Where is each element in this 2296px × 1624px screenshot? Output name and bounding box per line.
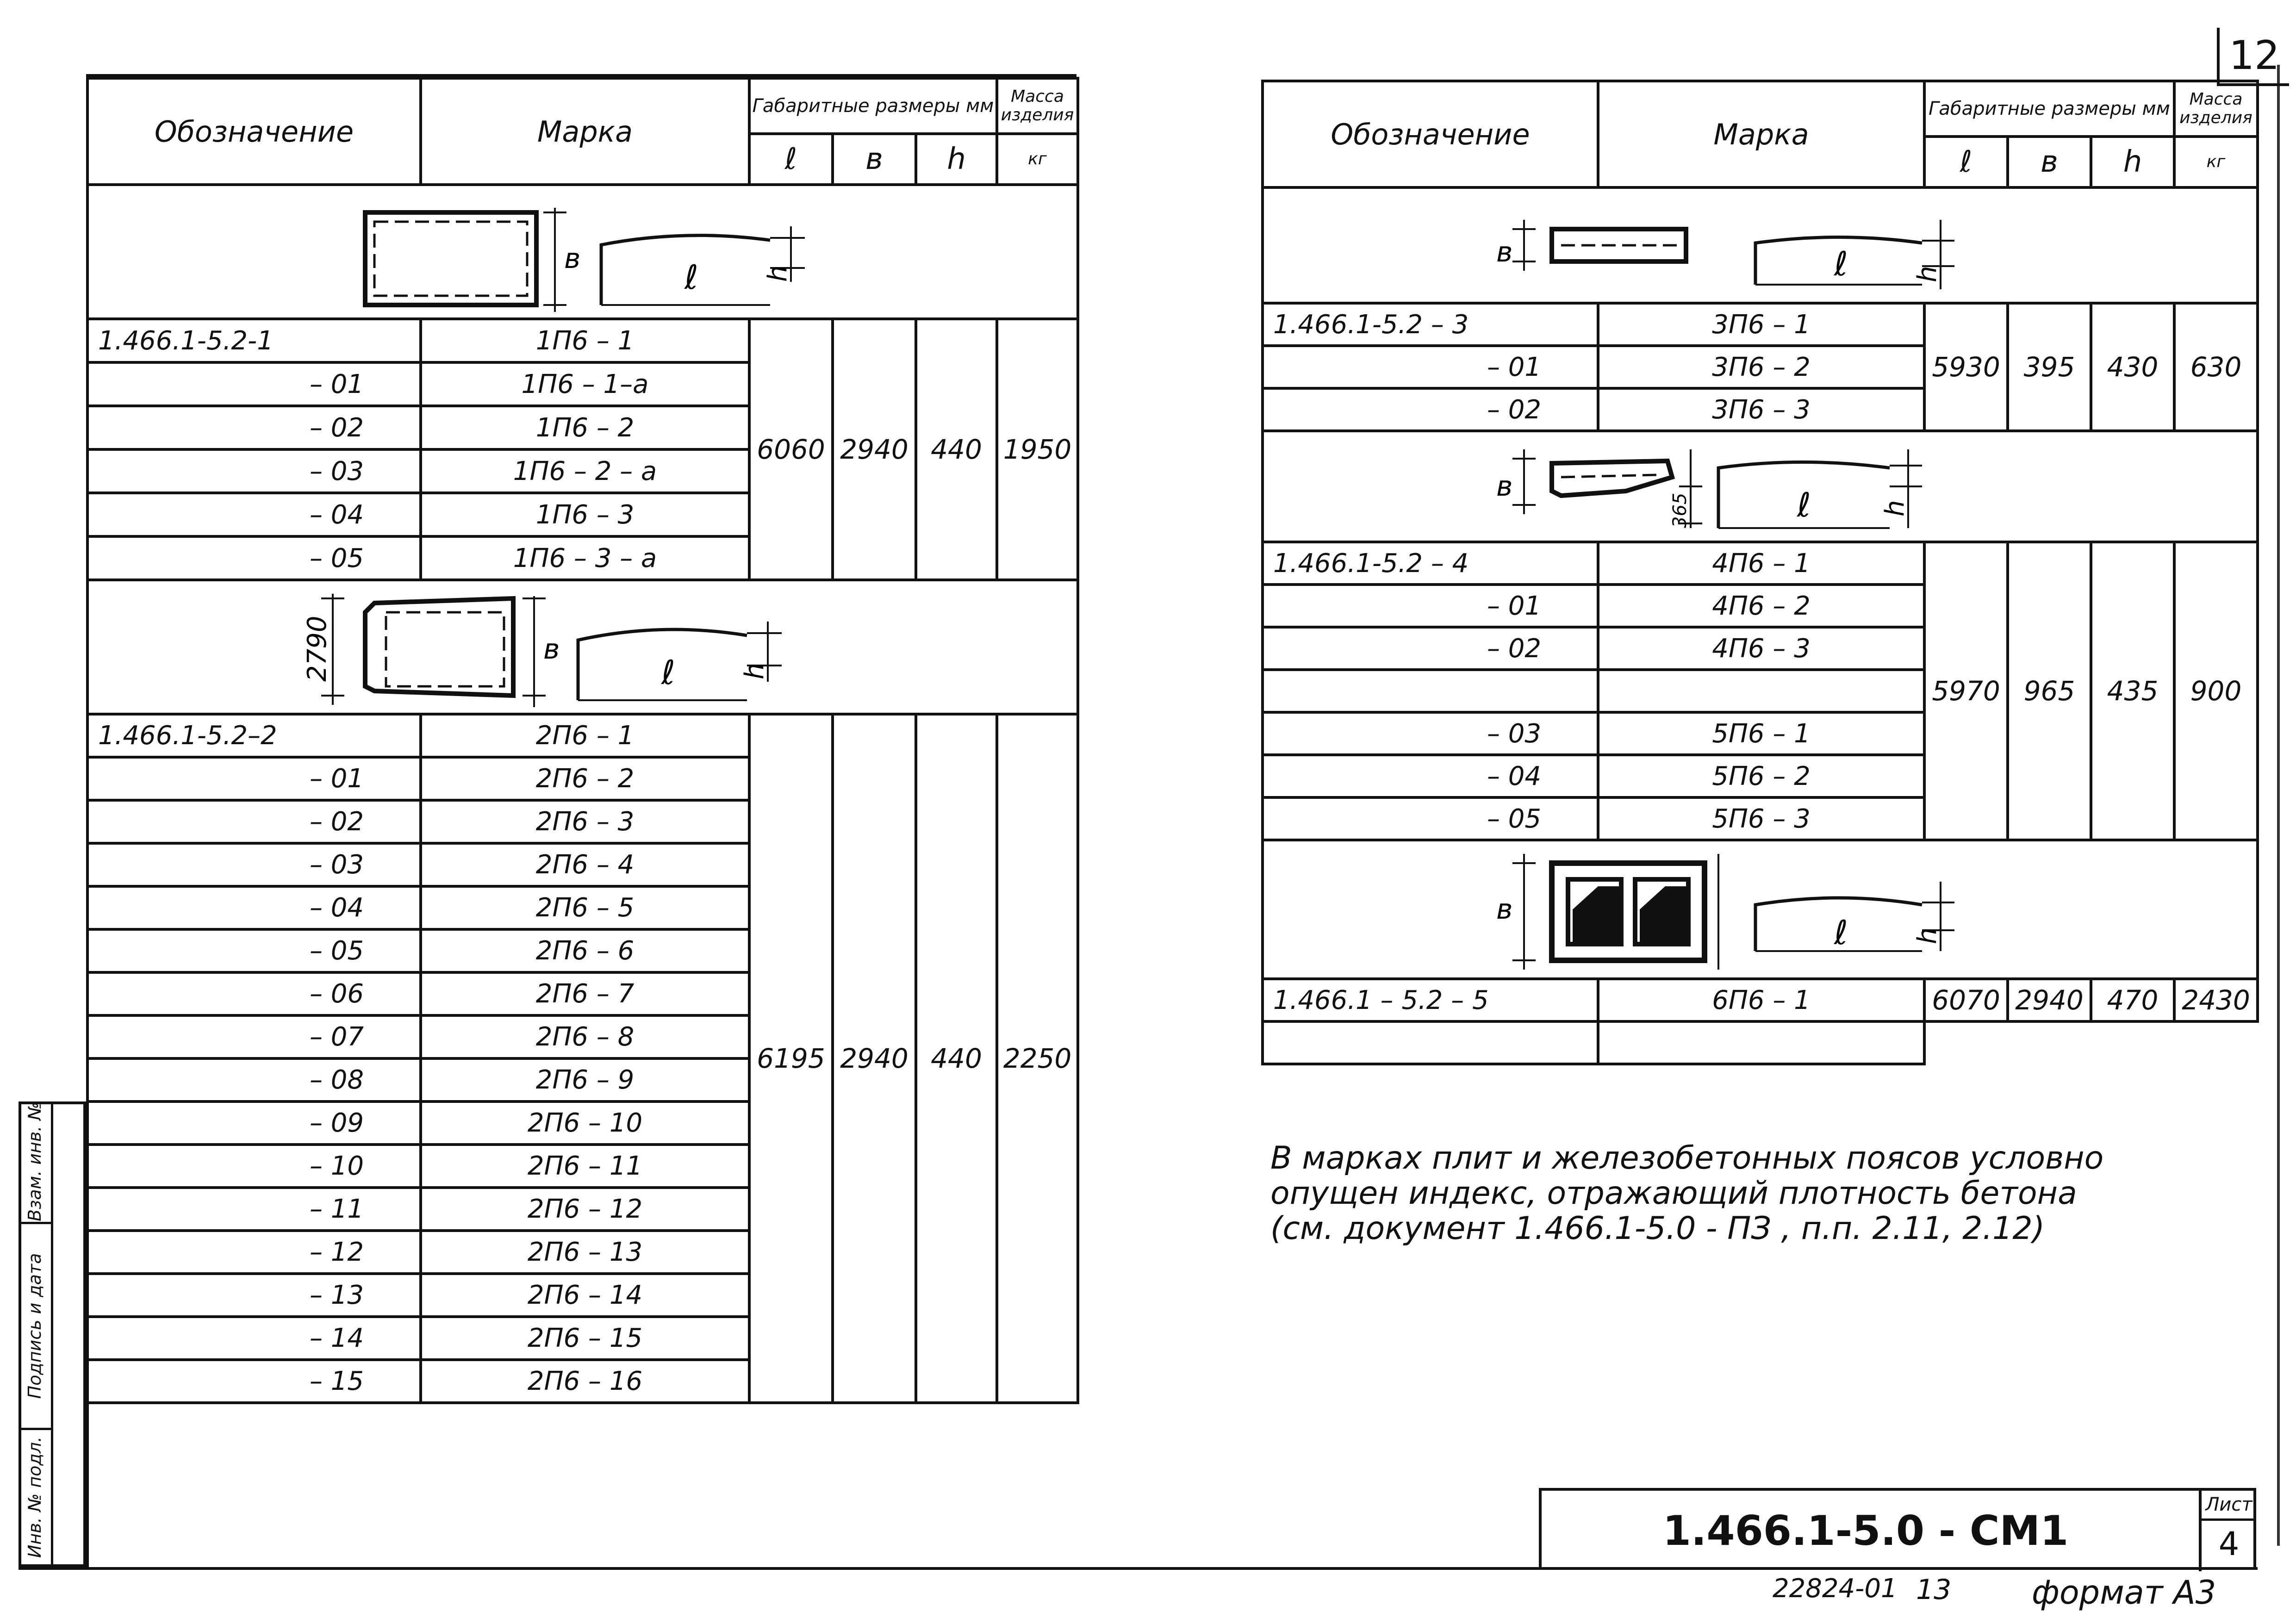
g1-mark-3: 1П6 – 2 – а: [421, 449, 749, 493]
fig2-b-label: в: [543, 633, 560, 666]
g4-designation-2: – 02: [1263, 627, 1598, 670]
g2-designation-10: – 10: [87, 1145, 421, 1188]
fig3-l-label: ℓ: [1834, 244, 1848, 283]
g4-mark-4: 5П6 – 1: [1598, 712, 1924, 755]
fig2-l-label: ℓ: [661, 653, 675, 692]
g4-designation-3: [1263, 670, 1598, 712]
title-code: 1.466.1-5.0 - СМ1: [1662, 1507, 2069, 1555]
fig1-h-label: h: [763, 265, 793, 282]
r-header-dimensions: Габаритные размеры мм: [1924, 81, 2174, 137]
title-block: [1539, 1488, 2256, 1568]
g2-designation-12: – 12: [87, 1231, 421, 1274]
fig5-h-label: h: [1912, 927, 1942, 944]
fig4-l-label: ℓ: [1797, 485, 1811, 524]
g3-designation-1: – 01: [1263, 346, 1598, 388]
belt-sketch-3: [1459, 192, 2061, 299]
g2-designation-0: 1.466.1-5.2–2: [87, 714, 421, 757]
g2-designation-1: – 01: [87, 757, 421, 800]
g2-h: 440: [916, 714, 997, 1403]
figure-belt-type-4: [1263, 431, 2258, 542]
header-b: в: [833, 134, 916, 185]
r-header-h: h: [2091, 137, 2174, 187]
g4-designation-5: – 04: [1263, 755, 1598, 797]
g2-mark-6: 2П6 – 7: [421, 972, 749, 1015]
r-header-mass: Масса изделия: [2174, 81, 2258, 137]
header-designation: Обозначение: [87, 78, 421, 185]
side-stamp-vzam: Взам. инв. №: [25, 1102, 45, 1222]
g1-designation-4: – 04: [87, 493, 421, 536]
g2-mark-1: 2П6 – 2: [421, 757, 749, 800]
g5-empty-mark: [1598, 1021, 1924, 1064]
g2-designation-9: – 09: [87, 1101, 421, 1145]
g4-h: 435: [2091, 542, 2174, 840]
g2-mark-13: 2П6 – 14: [421, 1274, 749, 1317]
g1-mark-4: 1П6 – 3: [421, 493, 749, 536]
sheet-number: 4: [2218, 1525, 2240, 1563]
fig4-h-label: h: [1880, 500, 1910, 516]
g4-mark-3: [1598, 670, 1924, 712]
g4-mark-2: 4П6 – 3: [1598, 627, 1924, 670]
plate-sketch-5: [1459, 845, 2061, 974]
g1-b: 2940: [833, 319, 916, 580]
r-header-b: в: [2008, 137, 2091, 187]
r-header-designation: Обозначение: [1263, 81, 1598, 187]
fig1-b-label: в: [564, 243, 581, 275]
fig4-b-label: в: [1496, 470, 1513, 503]
footer-format: формат А3: [2032, 1574, 2216, 1612]
g2-designation-6: – 06: [87, 972, 421, 1015]
g1-h: 440: [916, 319, 997, 580]
g2-designation-5: – 05: [87, 929, 421, 972]
g1-l: 6060: [749, 319, 833, 580]
g1-mark-1: 1П6 – 1–а: [421, 362, 749, 406]
header-dimensions: Габаритные размеры мм: [749, 78, 997, 134]
r-header-mark: Марка: [1598, 81, 1924, 187]
g4-l: 5970: [1924, 542, 2008, 840]
g2-mark-4: 2П6 – 5: [421, 886, 749, 929]
g1-designation-1: – 01: [87, 362, 421, 406]
g4-mark-1: 4П6 – 2: [1598, 585, 1924, 627]
g2-mark-9: 2П6 – 10: [421, 1101, 749, 1145]
fig3-h-label: h: [1912, 266, 1942, 282]
fig5-b-label: в: [1496, 893, 1513, 926]
g4-designation-1: – 01: [1263, 585, 1598, 627]
plate-sketch-2: [282, 585, 884, 709]
g2-designation-14: – 14: [87, 1317, 421, 1360]
note-line-1: В марках плит и железобетонных поясов условно: [1270, 1140, 2104, 1176]
g2-mark-15: 2П6 – 16: [421, 1360, 749, 1403]
side-stamp-inv: Инв. № подл.: [19, 1428, 51, 1564]
note-line-3: (см. документ 1.466.1-5.0 - ПЗ , п.п. 2.11, 2.12): [1270, 1210, 2045, 1247]
g2-designation-13: – 13: [87, 1274, 421, 1317]
g5-designation-0: 1.466.1 – 5.2 – 5: [1263, 979, 1598, 1021]
g3-b: 395: [2008, 303, 2091, 431]
g2-mark-7: 2П6 – 8: [421, 1015, 749, 1058]
g4-mass: 900: [2174, 542, 2258, 840]
belt-sketch-4: [1459, 436, 2061, 537]
g2-mark-8: 2П6 – 9: [421, 1058, 749, 1101]
g3-mark-2: 3П6 – 3: [1598, 388, 1924, 431]
g3-l: 5930: [1924, 303, 2008, 431]
left-spec-table: [86, 77, 1079, 1404]
g4-mark-0: 4П6 – 1: [1598, 542, 1924, 585]
g1-designation-0: 1.466.1-5.2-1: [87, 319, 421, 362]
note-line-2: опущен индекс, отражающий плотность бетона: [1270, 1175, 2077, 1212]
header-mark: Марка: [421, 78, 749, 185]
g2-mark-5: 2П6 – 6: [421, 929, 749, 972]
g1-designation-2: – 02: [87, 406, 421, 449]
g3-h: 430: [2091, 303, 2174, 431]
g1-mark-0: 1П6 – 1: [421, 319, 749, 362]
g3-designation-2: – 02: [1263, 388, 1598, 431]
g2-mark-2: 2П6 – 3: [421, 800, 749, 843]
g5-l: 6070: [1924, 979, 2008, 1021]
g2-b: 2940: [833, 714, 916, 1403]
g2-designation-3: – 03: [87, 843, 421, 886]
g3-mass: 630: [2174, 303, 2258, 431]
g3-designation-0: 1.466.1-5.2 – 3: [1263, 303, 1598, 346]
g2-designation-15: – 15: [87, 1360, 421, 1403]
g4-b: 965: [2008, 542, 2091, 840]
g4-designation-0: 1.466.1-5.2 – 4: [1263, 542, 1598, 585]
fig5-l-label: ℓ: [1834, 913, 1848, 952]
g5-h: 470: [2091, 979, 2174, 1021]
side-stamp-labels: [19, 1101, 51, 1564]
fig1-l-label: ℓ: [684, 258, 698, 297]
g2-mass: 2250: [997, 714, 1078, 1403]
g2-designation-2: – 02: [87, 800, 421, 843]
g2-mark-10: 2П6 – 11: [421, 1145, 749, 1188]
fig4-dim-label: 365: [1669, 492, 1691, 528]
g2-mark-3: 2П6 – 4: [421, 843, 749, 886]
header-mass: Масса изделия: [997, 78, 1078, 134]
fig3-b-label: в: [1496, 236, 1513, 268]
g1-mark-5: 1П6 – 3 – а: [421, 536, 749, 580]
footer-order-number: 22824-01: [1773, 1574, 1898, 1604]
figure-belt-type-3: [1263, 187, 2258, 303]
g5-mass: 2430: [2174, 979, 2258, 1021]
sheet-cell: [2199, 1491, 2256, 1571]
g2-designation-8: – 08: [87, 1058, 421, 1101]
fig2-dim-label: 2790: [302, 616, 332, 682]
g5-empty-cell: [1924, 1021, 2258, 1064]
g2-designation-7: – 07: [87, 1015, 421, 1058]
fig2-h-label: h: [740, 663, 770, 679]
g1-designation-5: – 05: [87, 536, 421, 580]
g2-mark-14: 2П6 – 15: [421, 1317, 749, 1360]
g2-mark-11: 2П6 – 12: [421, 1188, 749, 1231]
note-block: [1270, 1141, 2103, 1246]
r-header-l: ℓ: [1924, 137, 2008, 187]
header-mass-unit: кг: [997, 134, 1078, 185]
frame-right-line: [2277, 65, 2280, 1546]
g4-mark-6: 5П6 – 3: [1598, 797, 1924, 840]
g1-mass: 1950: [997, 319, 1078, 580]
right-spec-table: [1261, 80, 2259, 1065]
g5-b: 2940: [2008, 979, 2091, 1021]
g2-designation-11: – 11: [87, 1188, 421, 1231]
plate-sketch-1: [305, 189, 860, 314]
header-h: h: [916, 134, 997, 185]
g2-mark-0: 2П6 – 1: [421, 714, 749, 757]
figure-plate-type-5: [1263, 840, 2258, 979]
sheet-corner-number: 12: [2229, 32, 2280, 79]
r-header-mass-unit: кг: [2174, 137, 2258, 187]
figure-plate-type-1: [87, 185, 1078, 319]
g4-mark-5: 5П6 – 2: [1598, 755, 1924, 797]
g1-designation-3: – 03: [87, 449, 421, 493]
g1-mark-2: 1П6 – 2: [421, 406, 749, 449]
header-l: ℓ: [749, 134, 833, 185]
sheet-corner-box: [2217, 28, 2289, 86]
g2-l: 6195: [749, 714, 833, 1403]
figure-plate-type-2: [87, 580, 1078, 714]
sheet-label: Лист: [2202, 1491, 2256, 1521]
g5-mark-0: 6П6 – 1: [1598, 979, 1924, 1021]
g3-mark-1: 3П6 – 2: [1598, 346, 1924, 388]
g4-designation-6: – 05: [1263, 797, 1598, 840]
g4-designation-4: – 03: [1263, 712, 1598, 755]
footer-page-number: 13: [1916, 1574, 1952, 1606]
g2-mark-12: 2П6 – 13: [421, 1231, 749, 1274]
g5-empty-designation: [1263, 1021, 1598, 1064]
side-stamp-sign: Подпись и дата: [19, 1222, 51, 1428]
g2-designation-4: – 04: [87, 886, 421, 929]
g3-mark-0: 3П6 – 1: [1598, 303, 1924, 346]
